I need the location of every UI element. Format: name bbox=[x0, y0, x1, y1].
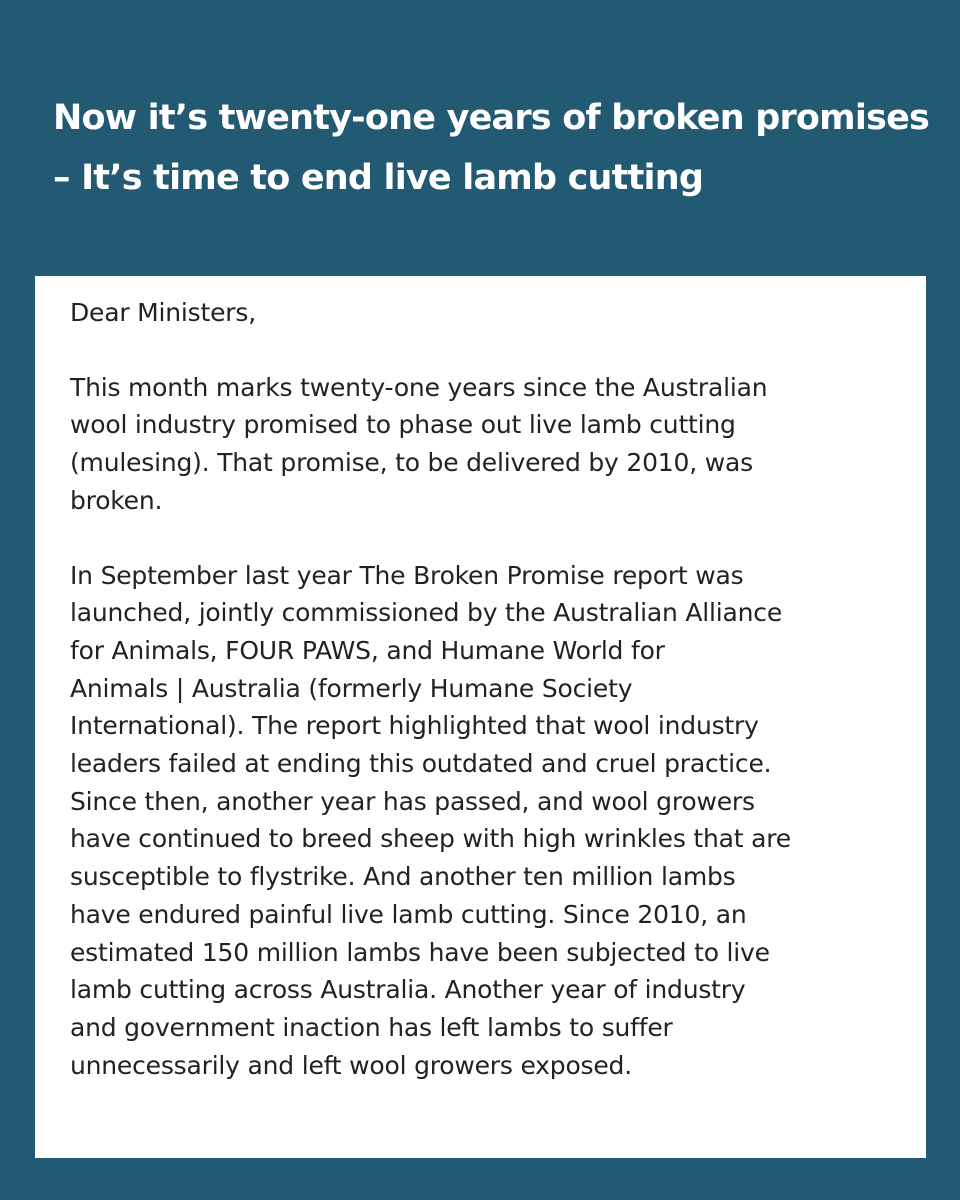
paragraph-line: have endured painful live lamb cutting. Since 2010, an bbox=[70, 899, 747, 929]
paragraph-line: Since then, another year has passed, and wool growers bbox=[70, 786, 755, 816]
paragraph-line: lamb cutting across Australia. Another year of industry bbox=[70, 975, 746, 1005]
paragraph-line: broken. bbox=[70, 485, 163, 515]
salutation-text: Dear Ministers, bbox=[70, 298, 256, 327]
letter-paragraph-2 bbox=[70, 557, 896, 1085]
headline-line: – It’s time to end live lamb cutting bbox=[53, 158, 704, 198]
paragraph-line: susceptible to flystrike. And another ten million lambs bbox=[70, 862, 736, 892]
paragraph-line: (mulesing). That promise, to be delivered by 2010, was bbox=[70, 448, 753, 478]
paragraph-line: This month marks twenty-one years since the Australian bbox=[70, 372, 768, 402]
paragraph-line: have continued to breed sheep with high wrinkles that are bbox=[70, 824, 791, 854]
paragraph-line: unnecessarily and left wool growers exposed. bbox=[70, 1050, 632, 1080]
paragraph-line: for Animals, FOUR PAWS, and Humane World for bbox=[70, 635, 665, 665]
letter-card bbox=[35, 276, 926, 1158]
paragraph-line: leaders failed at ending this outdated and cruel practice. bbox=[70, 749, 772, 779]
headline-line: Now it’s twenty-one years of broken promises bbox=[53, 98, 930, 138]
paragraph-line: In September last year The Broken Promise report was bbox=[70, 560, 744, 590]
paragraph-line: and government inaction has left lambs to suffer bbox=[70, 1012, 673, 1042]
paragraph-line: wool industry promised to phase out live lamb cutting bbox=[70, 410, 736, 440]
paragraph-line: Animals | Australia (formerly Humane Society bbox=[70, 673, 633, 703]
paragraph-line: estimated 150 million lambs have been subjected to live bbox=[70, 937, 770, 967]
paragraph-line: International). The report highlighted that wool industry bbox=[70, 711, 759, 741]
letter-salutation bbox=[70, 294, 896, 332]
letter-paragraph-1 bbox=[70, 369, 896, 520]
paragraph-line: launched, jointly commissioned by the Australian Alliance bbox=[70, 598, 783, 628]
headline bbox=[53, 88, 933, 208]
